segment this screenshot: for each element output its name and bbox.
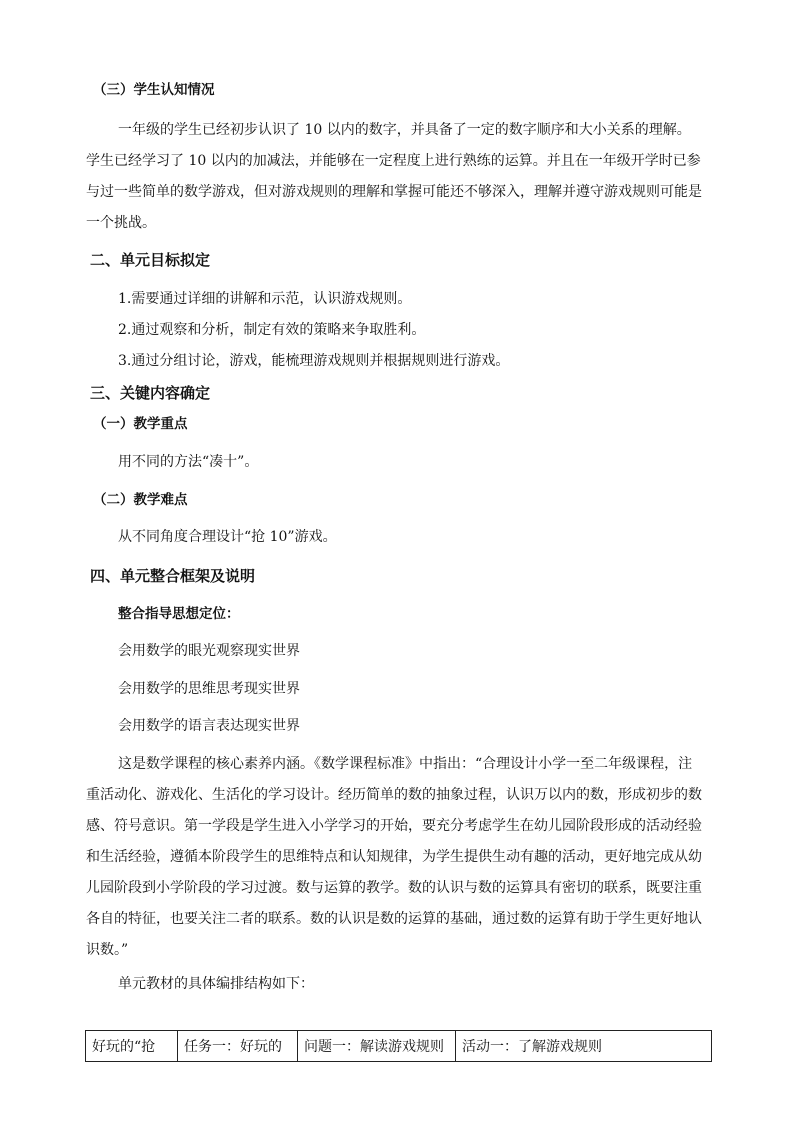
table-cell: 好玩的“抢 xyxy=(86,1031,178,1062)
paragraph-line: 和生活经验，遵循本阶段学生的思维特点和认知规律，为学生提供生动有趣的活动，更好地完成从幼 xyxy=(86,849,702,865)
paragraph-line: 各自的特征，也要关注二者的联系。数的认识是数的运算的基础，通过数的运算有助于学生更好地认 xyxy=(86,911,702,927)
paragraph-line: 这是数学课程的核心素养内涵。《数学课程标准》中指出：“合理设计小学一至二年级课程，注 xyxy=(118,756,693,772)
goal-item: 3.通过分组讨论，游戏，能梳理游戏规则并根据规则进行游戏。 xyxy=(118,353,510,369)
paragraph-line: 识数。” xyxy=(86,942,129,958)
paragraph-line: 儿园阶段到小学阶段的学习过渡。数与运算的教学。数的认识与数的运算具有密切的联系，既要注重 xyxy=(86,880,702,896)
difficulty-text: 从不同角度合理设计“抢 10”游戏。 xyxy=(118,529,337,545)
structure-table xyxy=(85,1030,712,1062)
paragraph-line: 一个挑战。 xyxy=(86,215,156,231)
paragraph-line: 学生已经学习了 10 以内的加减法，并能够在一定程度上进行熟练的运算。并且在一年级开学时已参 xyxy=(86,153,701,169)
goal-item: 2.通过观察和分析，制定有效的策略来争取胜利。 xyxy=(118,322,426,338)
section-heading-framework: 四、单元整合框架及说明 xyxy=(90,567,256,585)
guide-item: 会用数学的思维思考现实世界 xyxy=(118,681,300,697)
goal-item: 1.需要通过详细的讲解和示范，认识游戏规则。 xyxy=(118,291,412,307)
guide-item: 会用数学的语言表达现实世界 xyxy=(118,718,300,734)
guide-heading: 整合指导思想定位： xyxy=(118,606,240,622)
subsection-heading-focus: （一）教学重点 xyxy=(93,416,188,432)
subsection-heading-difficulty: （二）教学难点 xyxy=(93,492,188,508)
table-cell: 问题一：解读游戏规则 xyxy=(298,1031,456,1062)
focus-text: 用不同的方法“凑十”。 xyxy=(118,454,259,470)
section-heading-key-content: 三、关键内容确定 xyxy=(90,384,211,402)
table-row xyxy=(86,1031,712,1062)
paragraph-line: 感、符号意识。第一学段是学生进入小学学习的开始，要充分考虑学生在幼儿园阶段形成的活动经验 xyxy=(86,818,702,834)
guide-item: 会用数学的眼光观察现实世界 xyxy=(118,643,300,659)
paragraph-line: 一年级的学生已经初步认识了 10 以内的数字，并具备了一定的数字顺序和大小关系的理解。 xyxy=(118,122,691,138)
paragraph-line: 重活动化、游戏化、生活化的学习设计。经历简单的数的抽象过程，认识万以内的数，形成初步的数 xyxy=(86,787,702,803)
paragraph-line: 与过一些简单的数学游戏，但对游戏规则的理解和掌握可能还不够深入，理解并遵守游戏规则可能是 xyxy=(86,184,702,200)
table-cell: 任务一：好玩的 xyxy=(178,1031,298,1062)
table-cell: 活动一：了解游戏规则 xyxy=(456,1031,712,1062)
subsection-heading-cognition: （三）学生认知情况 xyxy=(93,82,215,98)
structure-intro: 单元教材的具体编排结构如下： xyxy=(118,976,314,992)
section-heading-unit-goals: 二、单元目标拟定 xyxy=(90,251,211,269)
